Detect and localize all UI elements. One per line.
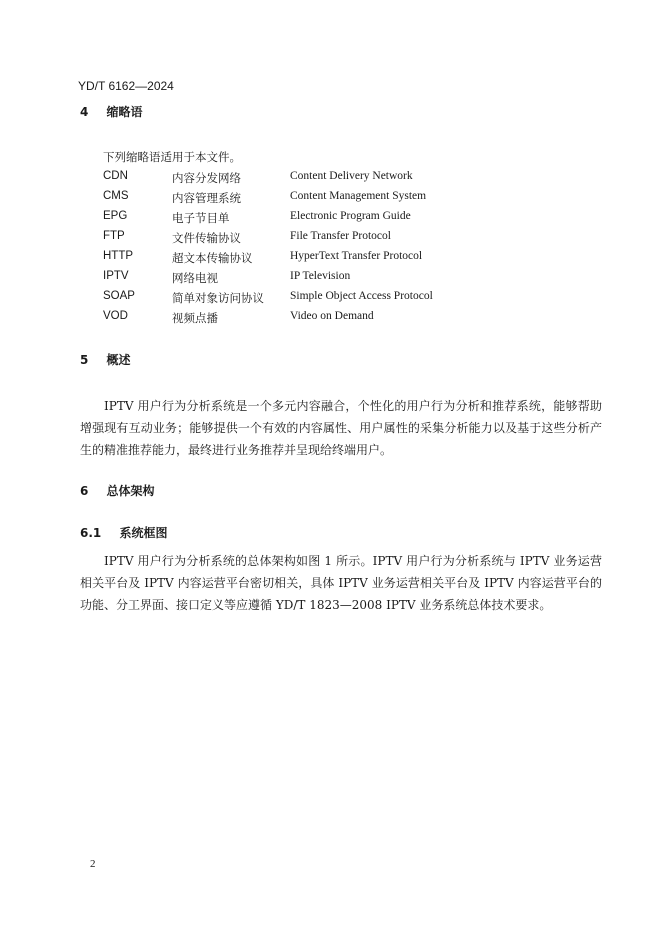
abbreviation-code: CDN [103,170,128,182]
abbreviation-english: Simple Object Access Protocol [290,290,433,302]
abbreviation-intro: 下列缩略语适用于本文件。 [103,150,241,164]
abbreviation-chinese: 简单对象访问协议 [172,291,264,305]
abbreviation-chinese: 文件传输协议 [172,231,241,245]
section-title: 系统框图 [119,526,168,540]
document-id-header: YD/T 6162—2024 [78,79,174,93]
abbreviation-code: FTP [103,230,125,242]
abbreviation-english: HyperText Transfer Protocol [290,250,423,262]
section-number: 5 [80,353,89,367]
abbreviation-chinese: 内容分发网络 [172,171,241,185]
abbreviation-chinese: 超文本传输协议 [172,251,253,265]
section-5-heading [80,351,131,368]
abbreviation-english: Video on Demand [290,310,374,322]
abbreviation-chinese: 网络电视 [172,271,218,285]
abbreviation-code: EPG [103,210,128,222]
section-4-heading [80,103,143,120]
page-number: 2 [90,858,96,870]
abbreviation-english: File Transfer Protocol [290,230,391,242]
abbreviation-code: HTTP [103,250,134,262]
section-title: 总体架构 [106,484,155,498]
overview-paragraph: IPTV 用户行为分析系统是一个多元内容融合，个性化的用户行为分析和推荐系统，能够帮助增强现有互动业务；能够提供一个有效的内容属性、用户属性的采集分析能力以及基于这些分析产生的精准推荐能力，最终进行业务推荐并呈现给终端用户。 [80,399,602,457]
abbreviation-code: CMS [103,190,129,202]
abbreviation-code: VOD [103,310,128,322]
section-number: 6 [80,484,89,498]
abbreviation-english: Content Delivery Network [290,170,413,182]
section-6-heading [80,482,155,499]
abbreviation-chinese: 电子节目单 [172,211,230,225]
abbreviation-chinese: 视频点播 [172,311,218,325]
section-number: 4 [80,105,89,119]
abbreviation-chinese: 内容管理系统 [172,191,241,205]
abbreviation-code: IPTV [103,270,129,282]
section-title: 概述 [106,353,131,367]
abbreviation-english: Content Management System [290,190,427,202]
section-number: 6.1 [80,526,102,540]
abbreviation-code: SOAP [103,290,135,302]
framework-paragraph: IPTV 用户行为分析系统的总体架构如图 1 所示。IPTV 用户行为分析系统与 IPTV 业务运营相关平台及 IPTV 内容运营平台密切相关，具体 IPTV 业务运营相关平台及 IPTV 内容运营平台的功能、分工界面、接口定义等应遵循 YD/T 1823—2008 IPTV 业务系统总体技术要求。 [80,554,602,612]
abbreviation-english: IP Television [290,270,351,282]
section-title: 缩略语 [106,105,143,119]
section-6-1-heading [80,524,167,541]
abbreviation-english: Electronic Program Guide [290,210,411,222]
